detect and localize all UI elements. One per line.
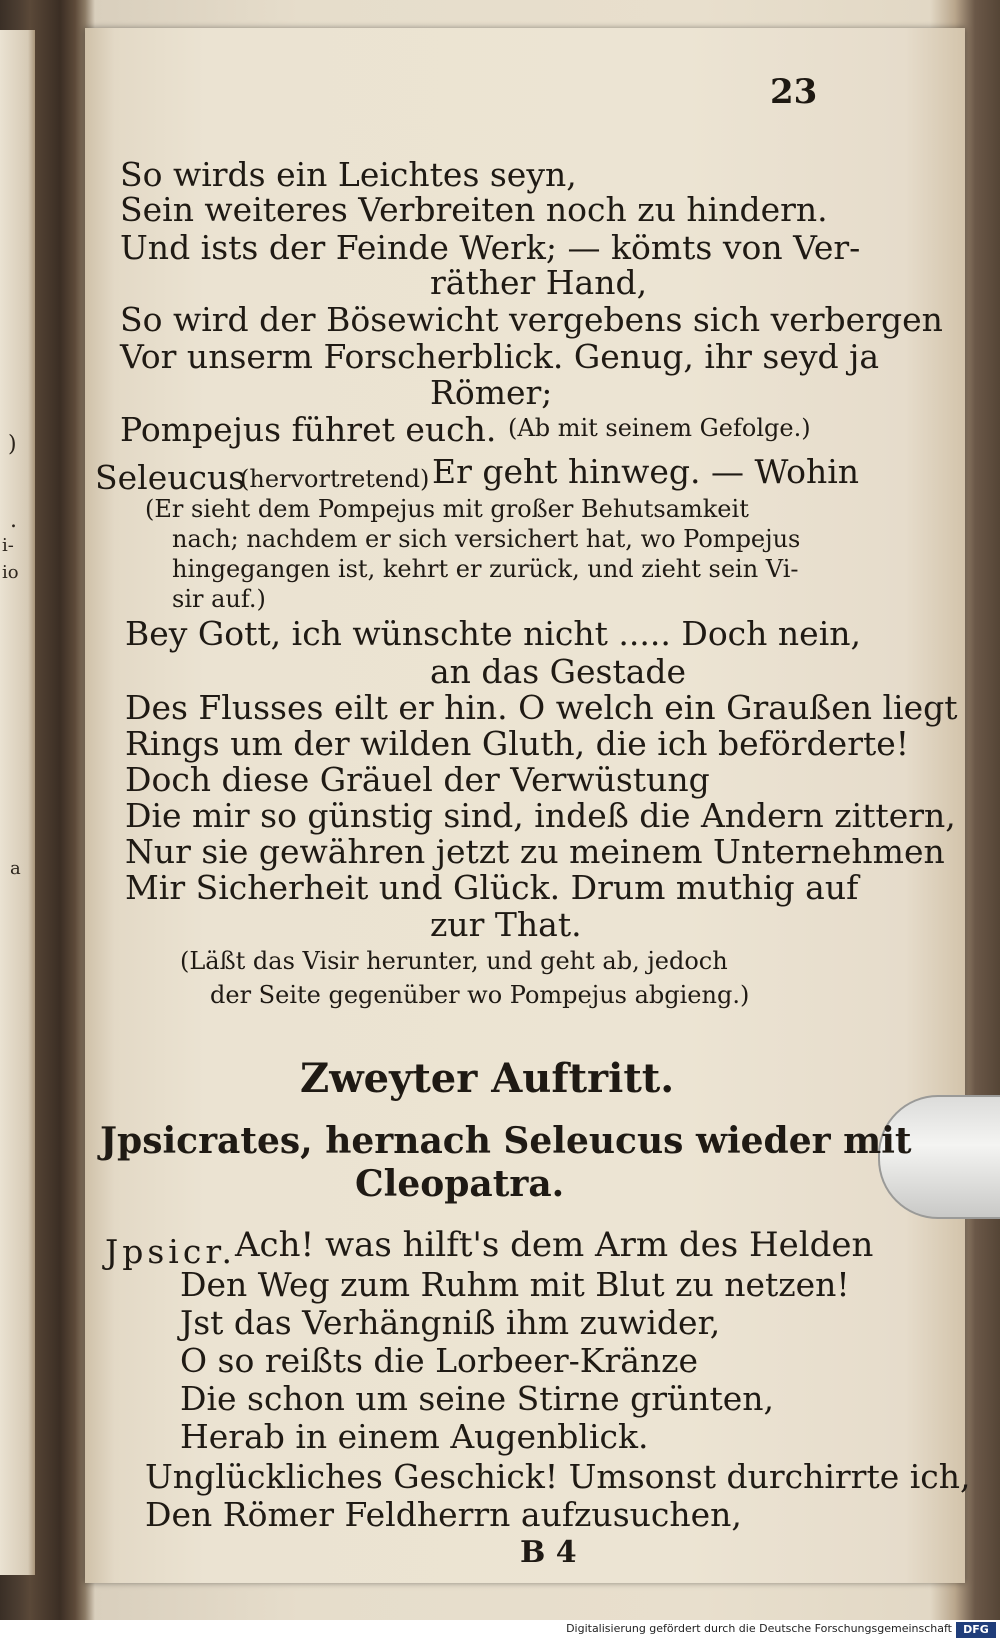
text-line: Ach! was hilft's dem Arm des Helden: [235, 1225, 874, 1265]
margin-mark: a: [10, 858, 21, 879]
text-line: Pompejus führet euch.: [120, 410, 497, 449]
stage-direction: (Er sieht dem Pompejus mit großer Behutsamkeit: [145, 495, 749, 523]
page-number: 23: [770, 72, 818, 112]
text-line: Mir Sicherheit und Glück. Drum muthig auf: [125, 868, 859, 907]
margin-mark: i-: [2, 535, 14, 556]
stage-direction: (hervortretend): [240, 465, 430, 493]
text-line: So wirds ein Leichtes seyn,: [120, 155, 577, 194]
text-line: Römer;: [430, 373, 553, 412]
text-line: Den Weg zum Ruhm mit Blut zu netzen!: [180, 1265, 850, 1304]
text-line: Nur sie gewähren jetzt zu meinem Unternehmen: [125, 832, 945, 871]
text-line: Bey Gott, ich wünschte nicht ..... Doch nein,: [125, 614, 861, 653]
stage-direction: nach; nachdem er sich versichert hat, wo Pompejus: [172, 525, 801, 553]
margin-mark: ): [8, 432, 17, 457]
dfg-logo: DFG: [956, 1622, 996, 1638]
scene-heading: Zweyter Auftritt.: [300, 1055, 675, 1102]
scene-characters: Cleopatra.: [355, 1163, 565, 1205]
text-line: räther Hand,: [430, 263, 648, 302]
text-line: Sein weiteres Verbreiten noch zu hindern.: [120, 190, 828, 229]
text-line: O so reißts die Lorbeer-Kränze: [180, 1341, 699, 1380]
speaker-name: Jpsicr.: [105, 1232, 236, 1271]
margin-mark: .: [10, 508, 17, 533]
scene-characters: Jpsicrates, hernach Seleucus wieder mit: [100, 1120, 912, 1162]
text-line: Jst das Verhängniß ihm zuwider,: [180, 1303, 721, 1342]
text-line: Rings um der wilden Gluth, die ich beförderte!: [125, 724, 910, 763]
text-line: Herab in einem Augenblick.: [180, 1417, 649, 1456]
text-line: Die schon um seine Stirne grünten,: [180, 1379, 775, 1418]
margin-mark: io: [2, 562, 19, 583]
text-line: an das Gestade: [430, 652, 687, 691]
text-line: Den Römer Feldherrn aufzusuchen,: [145, 1495, 742, 1534]
speaker-name: Seleucus: [95, 458, 246, 497]
text-line: Und ists der Feinde Werk; — kömts von Ver-: [120, 228, 861, 267]
text-line: Er geht hinweg. — Wohin: [432, 452, 860, 491]
text-line: Unglückliches Geschick! Umsonst durchirrte ich,: [145, 1457, 971, 1496]
left-page-edge: [0, 30, 35, 1575]
text-line: Vor unserm Forscherblick. Genug, ihr seyd ja: [120, 337, 880, 376]
signature-mark: B 4: [520, 1535, 577, 1570]
stage-direction: (Ab mit seinem Gefolge.): [508, 414, 811, 442]
text-line: Die mir so günstig sind, indeß die Andern zittern,: [125, 796, 956, 835]
stage-direction: (Läßt das Visir herunter, und geht ab, jedoch: [180, 947, 728, 975]
text-line: zur That.: [430, 905, 582, 944]
text-line: Des Flusses eilt er hin. O welch ein Graußen liegt: [125, 688, 958, 727]
text-line: Doch diese Gräuel der Verwüstung: [125, 760, 710, 799]
stage-direction: der Seite gegenüber wo Pompejus abgieng.): [210, 981, 750, 1009]
stage-direction: sir auf.): [172, 585, 266, 613]
footer-bar: [0, 1620, 1000, 1641]
stage-direction: hingegangen ist, kehrt er zurück, und zieht sein Vi-: [172, 555, 799, 583]
footer-credit: Digitalisierung gefördert durch die Deutsche Forschungsgemeinschaft: [566, 1622, 952, 1635]
text-line: So wird der Bösewicht vergebens sich verbergen: [120, 300, 943, 339]
